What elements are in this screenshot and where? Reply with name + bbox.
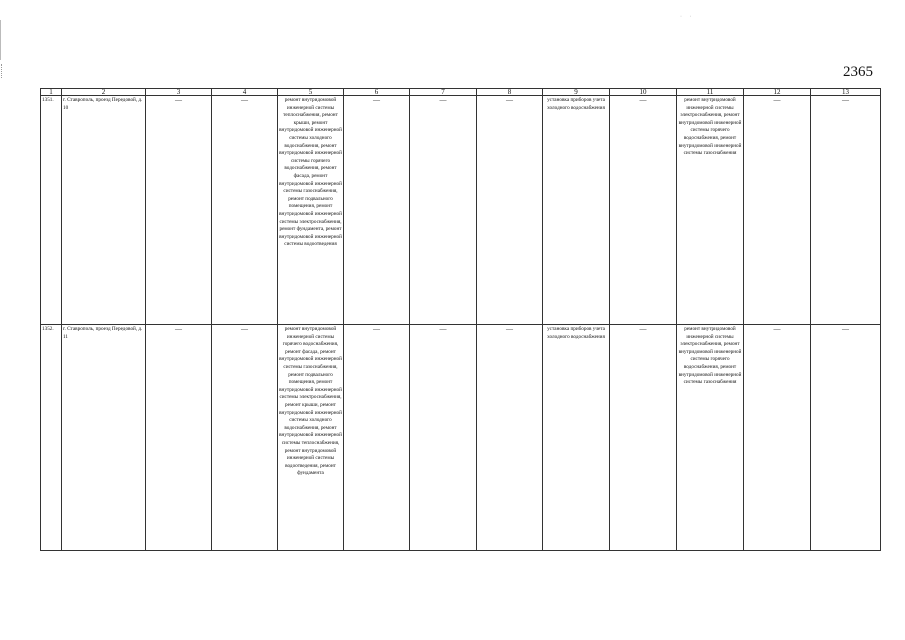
header-cell: 3 <box>146 89 212 96</box>
meter-install-cell: установка приборов учета холодного водоснабжения <box>543 96 610 325</box>
header-cell: 9 <box>543 89 610 96</box>
col6-cell <box>344 96 410 325</box>
header-cell: 10 <box>610 89 677 96</box>
dash-value: — <box>842 96 849 104</box>
address-cell: г. Ставрополь, проезд Передовой, д. 11 <box>62 325 146 551</box>
col6-cell <box>344 325 410 551</box>
dash-value: — <box>373 325 380 333</box>
col4-cell <box>212 96 278 325</box>
header-cell: 8 <box>477 89 543 96</box>
header-cell: 11 <box>677 89 744 96</box>
col13-cell <box>811 96 881 325</box>
dash-value: — <box>439 96 447 104</box>
col8-cell <box>477 96 543 325</box>
header-cell: 1 <box>41 89 62 96</box>
table-row <box>41 325 881 551</box>
dash-value: — <box>639 96 647 104</box>
header-cell: 5 <box>278 89 344 96</box>
col7-cell <box>410 96 477 325</box>
dash-value: — <box>773 325 781 333</box>
scan-top-dots: · · <box>680 14 695 20</box>
col3-cell <box>146 96 212 325</box>
repair-works-cell: ремонт внутридомовой инженерной системы электроснабжения, ремонт внутридомовой инженерной системы горячего водоснабжения, ремонт внутридомовой инженерной системы газоснабжения <box>677 325 744 551</box>
header-cell: 4 <box>212 89 278 96</box>
col12-cell <box>744 96 811 325</box>
scan-edge-dots <box>1 64 3 78</box>
address-cell: г. Ставрополь, проезд Передовой, д. 10 <box>62 96 146 325</box>
dash-value: — <box>639 325 647 333</box>
col13-cell <box>811 325 881 551</box>
dash-value: — <box>373 96 380 104</box>
repair-works-cell: ремонт внутридомовой инженерной системы горячего водоснабжения, ремонт фасада, ремонт внутридомовой инженерной системы газоснабжения, ремонт подвального помещения, ремонт внутридомовой инженерной системы электроснабжения, ремонт крыши, ремонт внутридомовой инженерной системы холодного водоснабжения, ремонт внутридомовой инженерной системы теплоснабжения, ремонт внутридомовой инженерной системы водоотведения, ремонт фундамента <box>278 325 344 551</box>
row-number: 1351. <box>41 96 62 325</box>
dash-value: — <box>175 325 182 333</box>
header-cell: 13 <box>811 89 881 96</box>
col8-cell <box>477 325 543 551</box>
page-number: 2365 <box>843 64 873 80</box>
meter-install-cell: установка приборов учета холодного водоснабжения <box>543 325 610 551</box>
dash-value: — <box>241 96 248 104</box>
repair-works-cell: ремонт внутридомовой инженерной системы теплоснабжения, ремонт крыши, ремонт внутридомовой инженерной системы холодного водоснабжения, ремонт внутридомовой инженерной системы горячего водоснабжения, ремонт фасада, ремонт внутридомовой инженерной системы газоснабжения, ремонт подвального помещения, ремонт внутридомовой инженерной системы электроснабжения, ремонт фундамента, ремонт внутридомовой инженерной системы водоотведения <box>278 96 344 325</box>
scan-edge-mark <box>0 20 1 60</box>
col10-cell <box>610 325 677 551</box>
table-row <box>41 96 881 325</box>
repair-works-cell: ремонт внутридомовой инженерной системы электроснабжения, ремонт внутридомовой инженерной системы горячего водоснабжения, ремонт внутридомовой инженерной системы газоснабжения <box>677 96 744 325</box>
row-number: 1352. <box>41 325 62 551</box>
col4-cell <box>212 325 278 551</box>
col12-cell <box>744 325 811 551</box>
col10-cell <box>610 96 677 325</box>
header-cell: 12 <box>744 89 811 96</box>
header-cell: 6 <box>344 89 410 96</box>
dash-value: — <box>241 325 248 333</box>
header-cell: 7 <box>410 89 477 96</box>
header-cell: 2 <box>62 89 146 96</box>
col7-cell <box>410 325 477 551</box>
register-table <box>40 88 881 551</box>
dash-value: — <box>842 325 849 333</box>
dash-value: — <box>506 325 513 333</box>
dash-value: — <box>439 325 447 333</box>
col3-cell <box>146 325 212 551</box>
header-row <box>41 89 881 96</box>
dash-value: — <box>175 96 182 104</box>
dash-value: — <box>506 96 513 104</box>
dash-value: — <box>773 96 781 104</box>
